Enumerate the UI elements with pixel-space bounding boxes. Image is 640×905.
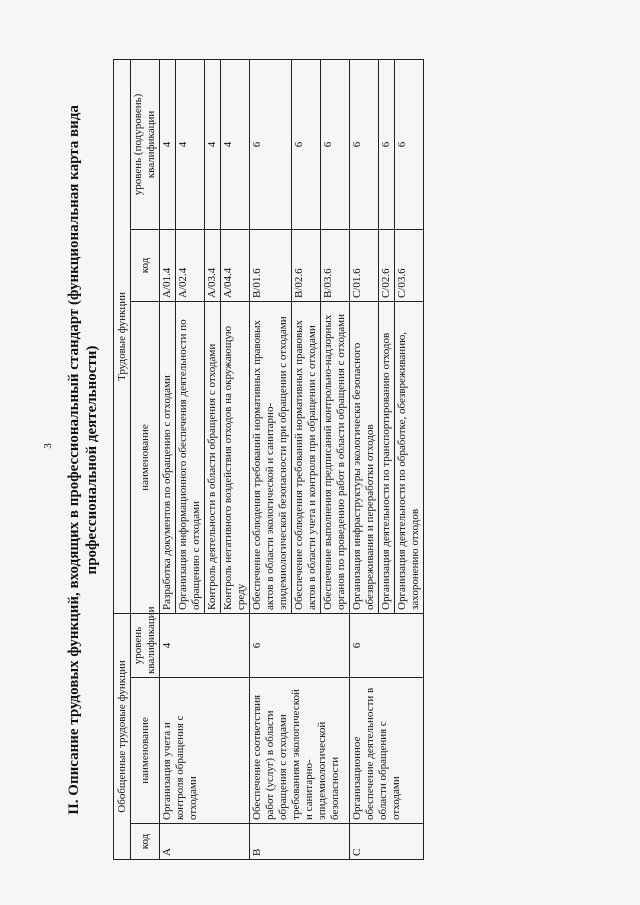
functional-map-table	[113, 59, 424, 860]
function-name: Контроль негативного воздействия отходов на окружающую среду	[221, 301, 250, 613]
table-row	[160, 59, 176, 859]
function-code: C/03.6	[395, 229, 424, 301]
function-name: Обеспечение соблюдения требований нормативных правовых актов в области экологической и санитарно-эпидемиологической безопасности при обращении с отходами	[250, 301, 292, 613]
group-level: 6	[350, 613, 424, 677]
function-name: Обеспечение выполнения предписаний контрольно-надзорных органов по проведению работ в области обращения с отходами	[321, 301, 350, 613]
group-code: C	[350, 824, 424, 860]
group-name: Организационное обеспечение деятельности в области обращения с отходами	[350, 678, 424, 824]
function-level: 6	[350, 59, 379, 229]
function-level: 6	[321, 59, 350, 229]
section-title: II. Описание трудовых функций, входящих в профессиональный стандарт (функциональная карта вида профессиональной деятельности)	[66, 105, 100, 815]
function-level: 4	[160, 59, 176, 229]
function-code: B/03.6	[321, 229, 350, 301]
header-labor-functions: Трудовые функции	[114, 59, 131, 613]
function-name: Организация деятельности по обработке, обезвреживанию, захоронению отходов	[395, 301, 424, 613]
function-name: Разработка документов по обращению с отходами	[160, 301, 176, 613]
function-level: 4	[205, 59, 221, 229]
function-level: 4	[221, 59, 250, 229]
function-code: B/02.6	[292, 229, 321, 301]
function-level: 4	[176, 59, 205, 229]
function-code: A/02.4	[176, 229, 205, 301]
group-code: B	[250, 824, 350, 860]
header-function-name: наименование	[131, 301, 160, 613]
group-code: A	[160, 824, 250, 860]
function-code: A/03.4	[205, 229, 221, 301]
function-code: A/01.4	[160, 229, 176, 301]
table-row	[350, 59, 379, 859]
function-level: 6	[250, 59, 292, 229]
header-name: наименование	[131, 678, 160, 824]
header-sublevel: уровень (подуровень) квалификации	[131, 59, 160, 229]
header-function-code: код	[131, 229, 160, 301]
function-name: Организация инфраструктуры экологически безопасного обезвреживания и переработки отходов	[350, 301, 379, 613]
group-name: Организация учета и контроля обращения с отходами	[160, 678, 250, 824]
function-name: Организация деятельности по транспортированию отходов	[379, 301, 395, 613]
group-level: 4	[160, 613, 250, 677]
function-code: C/02.6	[379, 229, 395, 301]
function-level: 6	[292, 59, 321, 229]
function-name: Организация информационного обеспечения деятельности по обращению с отходами	[176, 301, 205, 613]
function-level: 6	[395, 59, 424, 229]
function-code: A/04.4	[221, 229, 250, 301]
function-level: 6	[379, 59, 395, 229]
function-name: Контроль деятельности в области обращения с отходами	[205, 301, 221, 613]
table-row	[250, 59, 292, 859]
rotated-page-content	[63, 60, 618, 860]
group-level: 6	[250, 613, 350, 677]
group-name: Обеспечение соответствия работ (услуг) в области обращения с отходами требованиям экологической и санитарно-эпидемиологической безопасности	[250, 678, 350, 824]
page-number: 3	[42, 443, 54, 449]
function-code: B/01.6	[250, 229, 292, 301]
header-level: уровень квалификации	[131, 613, 160, 677]
header-code: код	[131, 824, 160, 860]
function-name: Обеспечение соблюдения требований нормативных правовых актов в области учета и контроля при обращении с отходами	[292, 301, 321, 613]
function-code: C/01.6	[350, 229, 379, 301]
header-generalized-functions: Обобщенные трудовые функции	[114, 613, 131, 859]
